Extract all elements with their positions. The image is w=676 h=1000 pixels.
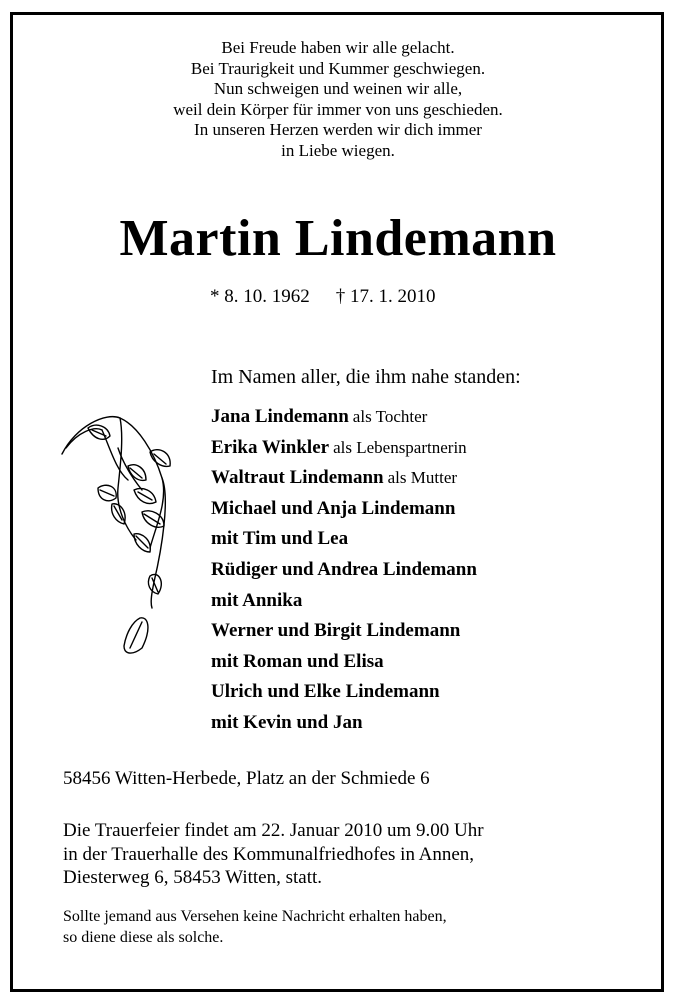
life-dates xyxy=(210,286,436,308)
list-item xyxy=(211,402,477,433)
poem-line: Nun schweigen und weinen wir alle, xyxy=(213,79,463,98)
mourners-intro: Im Namen aller, die ihm nahe standen: xyxy=(211,366,521,388)
death-cross-icon: † xyxy=(335,286,346,307)
deceased-name: Martin Lindemann xyxy=(119,210,557,267)
list-item xyxy=(211,494,477,525)
list-item xyxy=(211,463,477,494)
list-item xyxy=(211,586,477,617)
mourner-name: mit Kevin und Jan xyxy=(211,711,363,733)
funeral-details xyxy=(63,819,484,890)
note-line: Sollte jemand aus Versehen keine Nachricht erhalten haben, xyxy=(63,908,447,925)
list-item xyxy=(211,433,477,464)
poem-line: In unseren Herzen werden wir dich immer xyxy=(194,120,482,139)
mourner-name: Ulrich und Elke Lindemann xyxy=(211,681,440,703)
funeral-line: Die Trauerfeier findet am 22. Januar 2010 um 9.00 Uhr xyxy=(63,820,484,841)
mourner-name: mit Roman und Elisa xyxy=(211,650,384,672)
mourner-name: Jana Lindemann xyxy=(211,406,349,427)
death-date: 17. 1. 2010 xyxy=(350,286,436,307)
birth-symbol: * xyxy=(210,286,220,307)
closing-note xyxy=(63,906,447,948)
list-item xyxy=(211,524,477,555)
mourner-relation: als Lebenspartnerin xyxy=(333,437,467,457)
funeral-line: in der Trauerhalle des Kommunalfriedhofes in Annen, xyxy=(63,843,475,865)
list-item xyxy=(211,677,477,708)
poem-line: Bei Freude haben wir alle gelacht. xyxy=(221,38,455,57)
poem-line: Bei Traurigkeit und Kummer geschwiegen. xyxy=(190,58,486,78)
memorial-poem xyxy=(0,38,676,161)
note-line: so diene diese als solche. xyxy=(63,929,224,946)
mourner-name: Werner und Birgit Lindemann xyxy=(211,620,461,642)
poem-line: in Liebe wiegen. xyxy=(281,140,395,160)
list-item xyxy=(211,616,477,647)
mourner-name: mit Annika xyxy=(211,589,303,611)
birth-date: 8. 10. 1962 xyxy=(224,286,310,307)
mourner-name: Erika Winkler xyxy=(211,436,330,458)
mourner-name: Michael und Anja Lindemann xyxy=(211,497,456,519)
birch-branch-icon xyxy=(58,408,188,666)
poem-line: weil dein Körper für immer von uns geschieden. xyxy=(173,99,503,119)
mourner-name: Waltraut Lindemann xyxy=(211,467,384,489)
mourner-name: mit Tim und Lea xyxy=(211,528,349,550)
mourner-name: Rüdiger und Andrea Lindemann xyxy=(211,558,477,580)
list-item xyxy=(211,555,477,586)
family-address: 58456 Witten-Herbede, Platz an der Schmiede 6 xyxy=(63,768,430,789)
mourner-relation: als Tochter xyxy=(352,407,428,426)
list-item xyxy=(211,647,477,678)
mourner-relation: als Mutter xyxy=(387,468,458,488)
funeral-line: Diesterweg 6, 58453 Witten, statt. xyxy=(63,867,323,888)
mourners-list xyxy=(211,402,477,739)
list-item xyxy=(211,708,477,739)
